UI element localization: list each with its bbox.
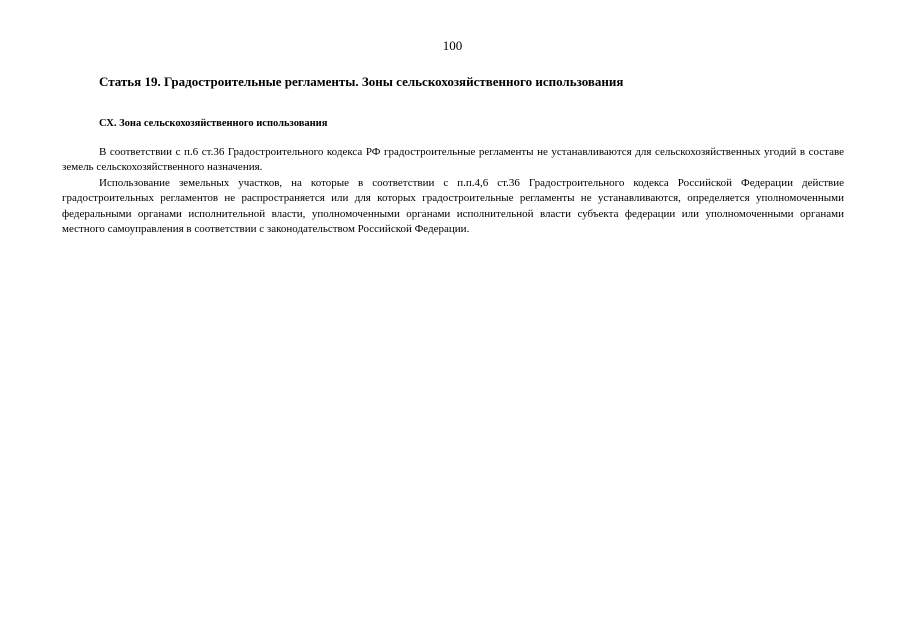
body-text <box>62 145 844 237</box>
page-number: 100 <box>442 38 463 53</box>
zone-title: СХ. Зона сельскохозяйственного использования <box>99 118 328 129</box>
paragraph-land-use-authority: Использование земельных участков, на которые в соответствии с п.п.4,6 ст.36 Градостроительного кодекса Российской Федерации действие градостроительных регламентов не распространяется или для которых градостроительные регламенты не устанавливаются, определяется уполномоченными федеральными органами исполнительной власти, уполномоченными органами исполнительной власти субъекта федерации или уполномоченными органами местного самоуправления в соответствии с законодательством Российской Федерации. <box>62 176 844 236</box>
paragraph-regulations-not-established: В соответствии с п.6 ст.36 Градостроительного кодекса РФ градостроительные регламенты не устанавливаются для сельскохозяйственных угодий в составе земель сельскохозяйственного назначения. <box>62 146 844 174</box>
article-title: Статья 19. Градостроительные регламенты. Зоны сельскохозяйственного использования <box>99 74 624 89</box>
